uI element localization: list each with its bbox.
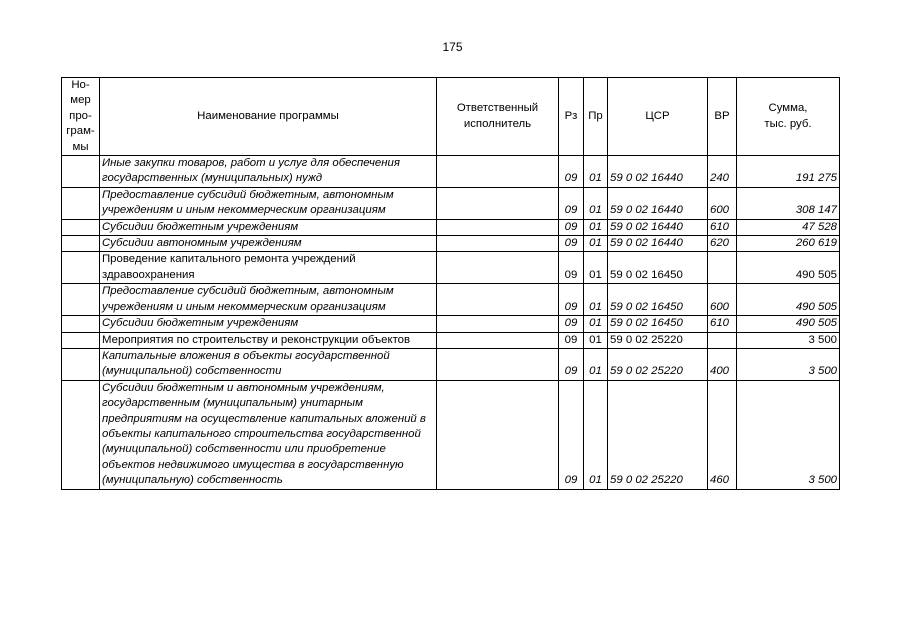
cell-amount: 260 619 [737,236,840,252]
cell-responsible-executor [437,187,559,219]
cell-subsection: 01 [584,252,608,284]
header-section: Рз [559,78,584,156]
header-expense-type: ВР [708,78,737,156]
cell-program-number [62,219,100,235]
cell-program-number [62,332,100,348]
table-row [62,332,840,348]
cell-program-name: Субсидии автономным учреждениям [100,236,437,252]
cell-expense-type: 240 [708,156,737,188]
cell-subsection: 01 [584,187,608,219]
cell-amount: 47 528 [737,219,840,235]
header-responsible-executor: Ответственный исполнитель [437,78,559,156]
header-target-article: ЦСР [608,78,708,156]
cell-amount: 191 275 [737,156,840,188]
cell-target-article: 59 0 02 16440 [608,187,708,219]
cell-expense-type: 600 [708,187,737,219]
cell-expense-type: 610 [708,219,737,235]
table-row [62,156,840,188]
cell-target-article: 59 0 02 16440 [608,236,708,252]
cell-subsection: 01 [584,156,608,188]
cell-target-article: 59 0 02 25220 [608,348,708,380]
cell-expense-type: 600 [708,284,737,316]
cell-target-article: 59 0 02 16440 [608,219,708,235]
cell-responsible-executor [437,252,559,284]
cell-section: 09 [559,236,584,252]
cell-section: 09 [559,187,584,219]
table-row [62,236,840,252]
cell-target-article: 59 0 02 16450 [608,252,708,284]
table-row [62,252,840,284]
header-amount: Сумма, тыс. руб. [737,78,840,156]
cell-subsection: 01 [584,219,608,235]
cell-program-name: Предоставление субсидий бюджетным, автономным учреждениям и иным некоммерческим организациям [100,284,437,316]
cell-responsible-executor [437,284,559,316]
cell-section: 09 [559,380,584,489]
cell-section: 09 [559,332,584,348]
table-row [62,380,840,489]
cell-program-number [62,236,100,252]
cell-amount: 3 500 [737,332,840,348]
cell-subsection: 01 [584,316,608,332]
header-program-name: Наименование программы [100,78,437,156]
cell-subsection: 01 [584,236,608,252]
cell-section: 09 [559,348,584,380]
cell-program-name: Капитальные вложения в объекты государственной (муниципальной) собственности [100,348,437,380]
cell-section: 09 [559,316,584,332]
cell-responsible-executor [437,219,559,235]
cell-target-article: 59 0 02 16450 [608,316,708,332]
cell-amount: 3 500 [737,380,840,489]
cell-subsection: 01 [584,332,608,348]
cell-responsible-executor [437,380,559,489]
cell-subsection: 01 [584,348,608,380]
cell-responsible-executor [437,236,559,252]
cell-expense-type: 620 [708,236,737,252]
cell-target-article: 59 0 02 16440 [608,156,708,188]
cell-program-number [62,316,100,332]
cell-subsection: 01 [584,380,608,489]
page-number: 175 [442,40,463,54]
table-header-row [62,78,840,156]
cell-program-name: Субсидии бюджетным и автономным учреждениям, государственным (муниципальным) унитарным предприятиям на осуществление капитальных вложений в объекты капитального строительства государственной (муниципальной) собственности или приобретение объектов недвижимого имущества в государственную (муниципальную) собственность [100,380,437,489]
table-row [62,219,840,235]
cell-responsible-executor [437,156,559,188]
table-row [62,348,840,380]
cell-section: 09 [559,219,584,235]
cell-amount: 490 505 [737,316,840,332]
cell-section: 09 [559,252,584,284]
cell-program-number [62,348,100,380]
cell-program-number [62,252,100,284]
cell-target-article: 59 0 02 25220 [608,380,708,489]
cell-target-article: 59 0 02 16450 [608,284,708,316]
cell-program-name: Субсидии бюджетным учреждениям [100,316,437,332]
cell-program-number [62,187,100,219]
cell-program-name: Субсидии бюджетным учреждениям [100,219,437,235]
header-program-number: Но- мер про- грам- мы [62,78,100,156]
cell-expense-type: 610 [708,316,737,332]
budget-program-table [61,77,840,490]
table-row [62,187,840,219]
table-row [62,316,840,332]
cell-amount: 490 505 [737,252,840,284]
cell-program-name: Мероприятия по строительству и реконструкции объектов [100,332,437,348]
cell-program-name: Проведение капитального ремонта учреждений здравоохранения [100,252,437,284]
cell-expense-type [708,252,737,284]
cell-program-name: Предоставление субсидий бюджетным, автономным учреждениям и иным некоммерческим организациям [100,187,437,219]
cell-responsible-executor [437,316,559,332]
table-body [62,156,840,490]
cell-responsible-executor [437,348,559,380]
cell-program-number [62,380,100,489]
cell-expense-type [708,332,737,348]
cell-expense-type: 400 [708,348,737,380]
header-subsection: Пр [584,78,608,156]
cell-amount: 490 505 [737,284,840,316]
cell-program-name: Иные закупки товаров, работ и услуг для обеспечения государственных (муниципальных) нужд [100,156,437,188]
cell-target-article: 59 0 02 25220 [608,332,708,348]
cell-expense-type: 460 [708,380,737,489]
cell-section: 09 [559,156,584,188]
cell-program-number [62,156,100,188]
cell-section: 09 [559,284,584,316]
table-row [62,284,840,316]
cell-amount: 3 500 [737,348,840,380]
cell-program-number [62,284,100,316]
cell-subsection: 01 [584,284,608,316]
cell-amount: 308 147 [737,187,840,219]
cell-responsible-executor [437,332,559,348]
